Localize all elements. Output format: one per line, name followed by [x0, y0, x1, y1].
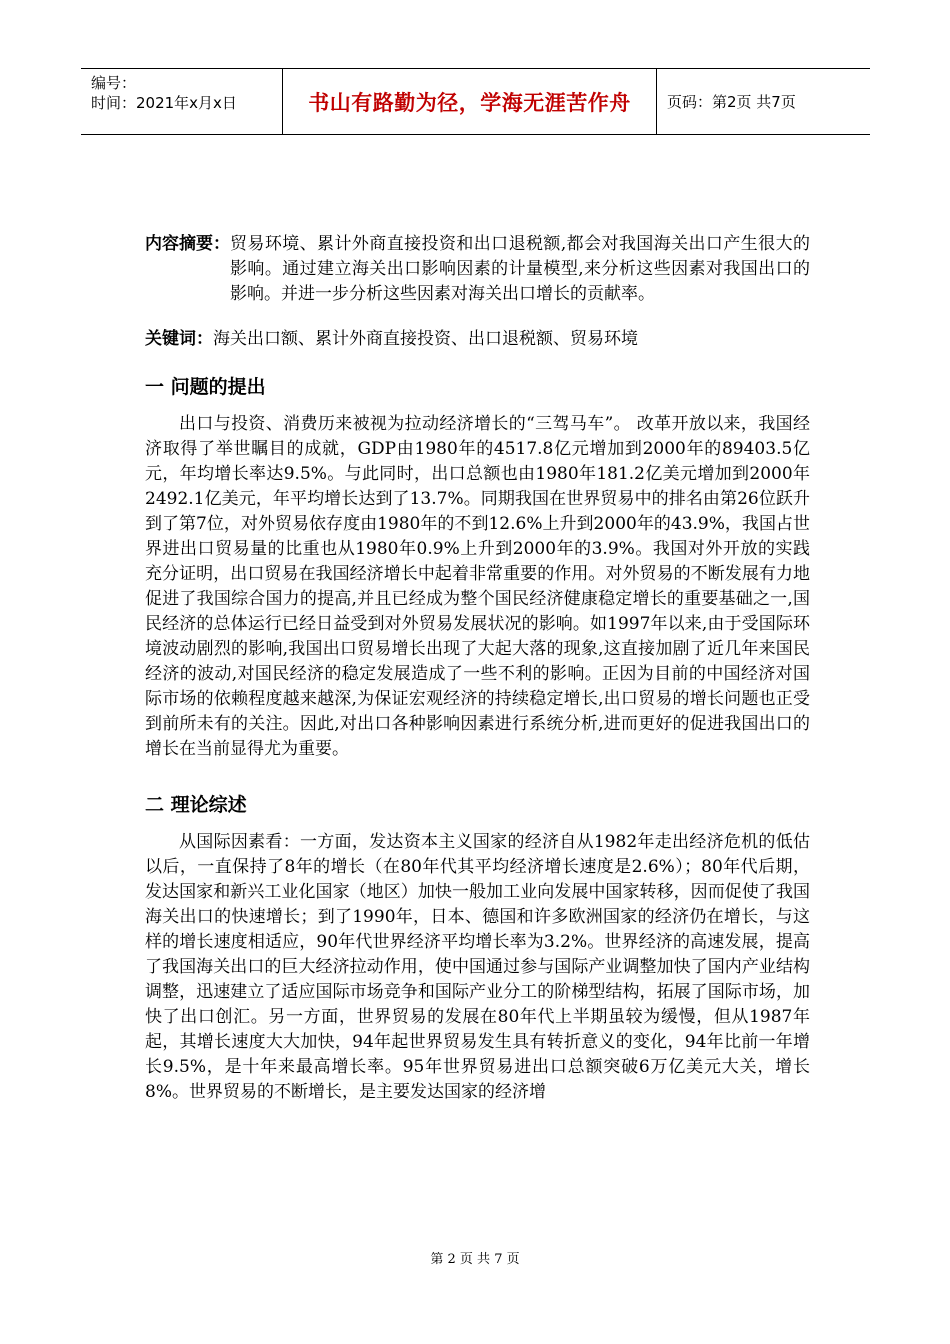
keywords-text: 海关出口额、累计外商直接投资、出口退税额、贸易环境 — [213, 329, 638, 349]
section-2-title: 二 理论综述 — [145, 794, 247, 816]
section-1-title: 一 问题的提出 — [145, 376, 266, 398]
document-body — [145, 232, 810, 1105]
number-label: 编号： — [91, 74, 137, 92]
abstract-text: 贸易环境、累计外商直接投资和出口退税额,都会对我国海关出口产生很大的影响。通过建立海关出口影响因素的计量模型,来分析这些因素对我国出口的影响。并进一步分析这些因素对海关出口增长的贡献率。 — [230, 234, 810, 304]
header-motto: 书山有路勤为径，学海无涯苦作舟 — [283, 69, 657, 134]
section-1-paragraph: 出口与投资、消费历来被视为拉动经济增长的“三驾马车”。 改革开放以来，我国经济取得了举世瞩目的成就，GDP由1980年的4517.8亿元增加到2000年的89403.5亿元，年均增长率达9.5%。与此同时，出口总额也由1980年181.2亿美元增加到2000年2492.1亿美元，年平均增长达到了13.7%。同期我国在世界贸易中的排名由第26位跃升到了第7位，对外贸易依存度由1980年的不到12.6%上升到2000年的43.9%，我国占世界进出口贸易量的比重也从1980年0.9%上升到2000年的3.9%。我国对外开放的实践充分证明，出口贸易在我国经济增长中起着非常重要的作用。对外贸易的不断发展有力地促进了我国综合国力的提高,并且已经成为整个国民经济健康稳定增长的重要基础之一,国民经济的总体运行已经日益受到对外贸易发展状况的影响。如1997年以来,由于受国际环境波动剧烈的影响,我国出口贸易增长出现了大起大落的现象,这直接加剧了近几年来国民经济的波动,对国民经济的稳定发展造成了一些不利的影响。正因为目前的中国经济对国际市场的依赖程度越来越深,为保证宏观经济的持续稳定增长,出口贸易的增长问题也正受到前所未有的关注。因此,对出口各种影响因素进行系统分析,进而更好的促进我国出口的增长在当前显得尤为重要。 — [145, 414, 810, 759]
header-page-info: 页码：第2页 共7页 — [667, 93, 796, 111]
page-header — [81, 68, 870, 135]
abstract — [145, 232, 810, 307]
page-footer: 第 2 页 共 7 页 — [430, 1252, 520, 1267]
header-meta — [81, 69, 283, 134]
time-label: 时间：2021年x月x日 — [91, 94, 237, 112]
keywords — [145, 327, 810, 352]
keywords-label: 关键词： — [145, 329, 213, 349]
abstract-label: 内容摘要： — [145, 234, 230, 254]
section-2-paragraph: 从国际因素看：一方面，发达资本主义国家的经济自从1982年走出经济危机的低估以后，一直保持了8年的增长（在80年代其平均经济增长速度是2.6%）；80年代后期，发达国家和新兴工业化国家（地区）加快一般加工业向发展中国家转移，因而促使了我国海关出口的快速增长；到了1990年，日本、德国和许多欧洲国家的经济仍在增长，与这样的增长速度相适应，90年代世界经济平均增长率为3.2%。世界经济的高速发展，提高了我国海关出口的巨大经济拉动作用，使中国通过参与国际产业调整加快了国内产业结构调整，迅速建立了适应国际市场竞争和国际产业分工的阶梯型结构，拓展了国际市场，加快了出口创汇。另一方面，世界贸易的发展在80年代上半期虽较为缓慢，但从1987年起，其增长速度大大加快，94年起世界贸易发生具有转折意义的变化，94年比前一年增长9.5%，是十年来最高增长率。95年世界贸易进出口总额突破6万亿美元大关，增长8%。世界贸易的不断增长，是主要发达国家的经济增 — [145, 832, 810, 1102]
